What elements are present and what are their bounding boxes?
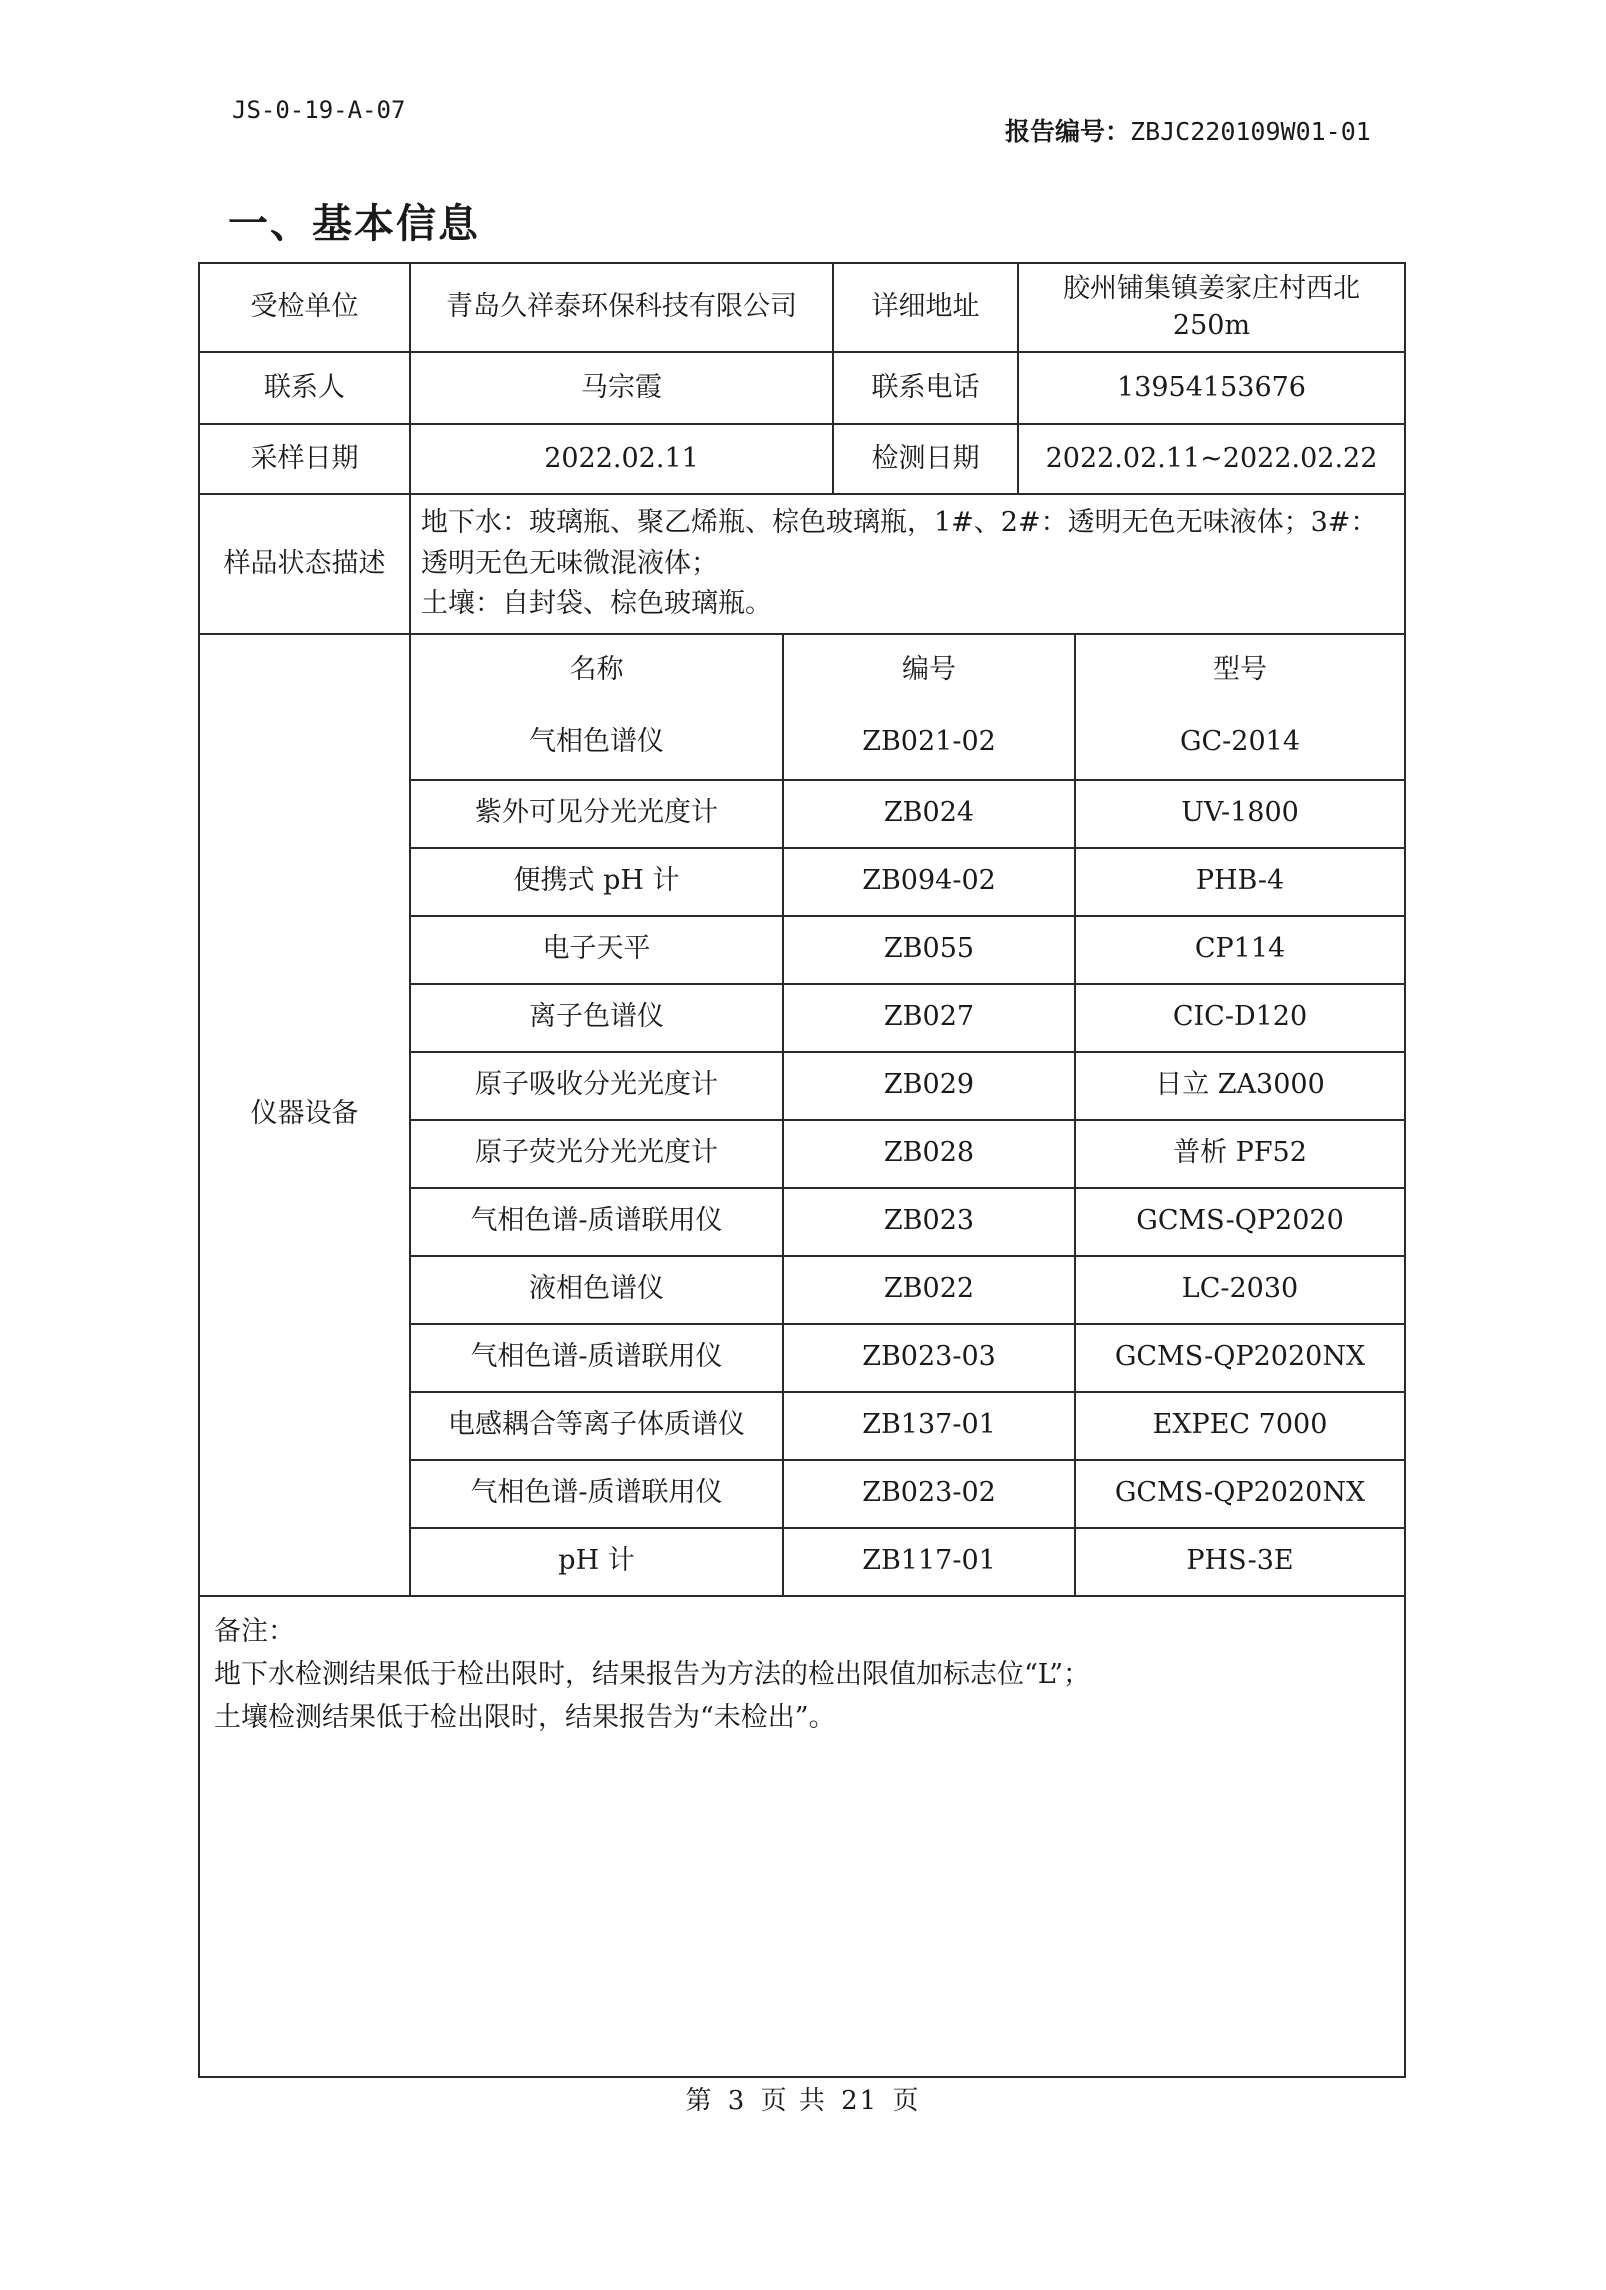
- column-header-model: 型号: [1075, 635, 1404, 707]
- instrument-name: 便携式 pH 计: [411, 848, 783, 916]
- table-row: [411, 707, 1404, 780]
- table-row: [200, 264, 1404, 352]
- remarks-line: 土壤检测结果低于检出限时，结果报告为“未检出”。: [214, 1702, 836, 1734]
- remarks-title: 备注：: [214, 1616, 295, 1647]
- instrument-model: GCMS-QP2020NX: [1075, 1324, 1404, 1392]
- instrument-model: CP114: [1075, 916, 1404, 984]
- instrument-code: ZB094-02: [783, 848, 1075, 916]
- unit-value: 青岛久祥泰环保科技有限公司: [410, 264, 833, 352]
- instrument-code: ZB023: [783, 1188, 1075, 1256]
- unit-label: 受检单位: [200, 264, 410, 352]
- instrument-name: 原子吸收分光光度计: [411, 1052, 783, 1120]
- sampling-date-label: 采样日期: [200, 424, 410, 494]
- instruments-table: [411, 635, 1404, 1595]
- page-number: 3: [727, 2086, 747, 2116]
- instrument-model: EXPEC 7000: [1075, 1392, 1404, 1460]
- sample-state-label: 样品状态描述: [200, 494, 410, 634]
- address-label: 详细地址: [833, 264, 1018, 352]
- table-row: [411, 916, 1404, 984]
- instrument-model: PHS-3E: [1075, 1528, 1404, 1595]
- instrument-code: ZB021-02: [783, 707, 1075, 780]
- phone-value: 13954153676: [1018, 352, 1404, 424]
- table-row: [200, 352, 1404, 424]
- column-header-name: 名称: [411, 635, 783, 707]
- page-mid: 页 共: [760, 2086, 827, 2116]
- basic-info-table: [200, 264, 1404, 1597]
- remarks: [200, 1610, 1404, 1740]
- page-footer: [0, 2080, 1606, 2117]
- instrument-code: ZB117-01: [783, 1528, 1075, 1595]
- instrument-code: ZB022: [783, 1256, 1075, 1324]
- instrument-name: 气相色谱-质谱联用仪: [411, 1460, 783, 1528]
- instrument-model: PHB-4: [1075, 848, 1404, 916]
- column-header-code: 编号: [783, 635, 1075, 707]
- instrument-name: 气相色谱-质谱联用仪: [411, 1188, 783, 1256]
- instrument-name: 原子荧光分光光度计: [411, 1120, 783, 1188]
- instrument-name: 电子天平: [411, 916, 783, 984]
- document-code: JS-0-19-A-07: [232, 96, 406, 124]
- instrument-model: 普析 PF52: [1075, 1120, 1404, 1188]
- sample-state-line: 地下水：玻璃瓶、聚乙烯瓶、棕色玻璃瓶，1#、2#：透明无色无味液体；3#：透明无色无味微混液体；: [421, 507, 1378, 579]
- instrument-name: 电感耦合等离子体质谱仪: [411, 1392, 783, 1460]
- instrument-model: 日立 ZA3000: [1075, 1052, 1404, 1120]
- instrument-model: GC-2014: [1075, 707, 1404, 780]
- table-row: [411, 1392, 1404, 1460]
- report-number-label: 报告编号：: [1005, 117, 1131, 146]
- instrument-code: ZB137-01: [783, 1392, 1075, 1460]
- sample-state-line: 土壤：自封袋、棕色玻璃瓶。: [421, 588, 772, 619]
- table-row: [411, 848, 1404, 916]
- instrument-code: ZB023-02: [783, 1460, 1075, 1528]
- instrument-model: GCMS-QP2020: [1075, 1188, 1404, 1256]
- instrument-name: pH 计: [411, 1528, 783, 1595]
- page-total: 21: [841, 2086, 879, 2116]
- contact-value: 马宗霞: [410, 352, 833, 424]
- instrument-name: 紫外可见分光光度计: [411, 780, 783, 848]
- test-date-value: 2022.02.11~2022.02.22: [1018, 424, 1404, 494]
- instrument-name: 离子色谱仪: [411, 984, 783, 1052]
- instrument-model: LC-2030: [1075, 1256, 1404, 1324]
- instrument-model: GCMS-QP2020NX: [1075, 1460, 1404, 1528]
- instrument-code: ZB028: [783, 1120, 1075, 1188]
- instrument-code: ZB023-03: [783, 1324, 1075, 1392]
- instrument-name: 气相色谱-质谱联用仪: [411, 1324, 783, 1392]
- instruments-header-row: [411, 635, 1404, 707]
- instrument-name: 气相色谱仪: [411, 707, 783, 780]
- instruments-row: [200, 634, 1404, 1596]
- report-number: [1005, 112, 1371, 148]
- page-suffix: 页: [892, 2086, 921, 2116]
- table-row: [411, 1460, 1404, 1528]
- section-title: 一、基本信息: [228, 201, 480, 247]
- instrument-code: ZB027: [783, 984, 1075, 1052]
- instrument-code: ZB024: [783, 780, 1075, 848]
- table-row: [200, 424, 1404, 494]
- instruments-cell: [410, 634, 1404, 1596]
- report-number-value: ZBJC220109W01-01: [1130, 117, 1371, 146]
- instrument-code: ZB055: [783, 916, 1075, 984]
- table-row: [411, 1528, 1404, 1595]
- address-value: 胶州铺集镇姜家庄村西北250m: [1018, 264, 1404, 352]
- table-row: [200, 494, 1404, 634]
- sampling-date-value: 2022.02.11: [410, 424, 833, 494]
- page-prefix: 第: [685, 2086, 714, 2116]
- table-row: [411, 1188, 1404, 1256]
- phone-label: 联系电话: [833, 352, 1018, 424]
- table-row: [411, 1324, 1404, 1392]
- table-row: [411, 1052, 1404, 1120]
- instrument-model: CIC-D120: [1075, 984, 1404, 1052]
- instrument-code: ZB029: [783, 1052, 1075, 1120]
- instruments-body: [411, 707, 1404, 1595]
- table-row: [411, 780, 1404, 848]
- contact-label: 联系人: [200, 352, 410, 424]
- instrument-name: 液相色谱仪: [411, 1256, 783, 1324]
- table-row: [411, 1120, 1404, 1188]
- info-frame: [198, 262, 1406, 2078]
- sample-state-value: [410, 494, 1404, 634]
- instrument-model: UV-1800: [1075, 780, 1404, 848]
- instruments-label: 仪器设备: [200, 634, 410, 1596]
- table-row: [411, 1256, 1404, 1324]
- table-row: [411, 984, 1404, 1052]
- test-date-label: 检测日期: [833, 424, 1018, 494]
- remarks-line: 地下水检测结果低于检出限时，结果报告为方法的检出限值加标志位“L”；: [214, 1659, 1091, 1691]
